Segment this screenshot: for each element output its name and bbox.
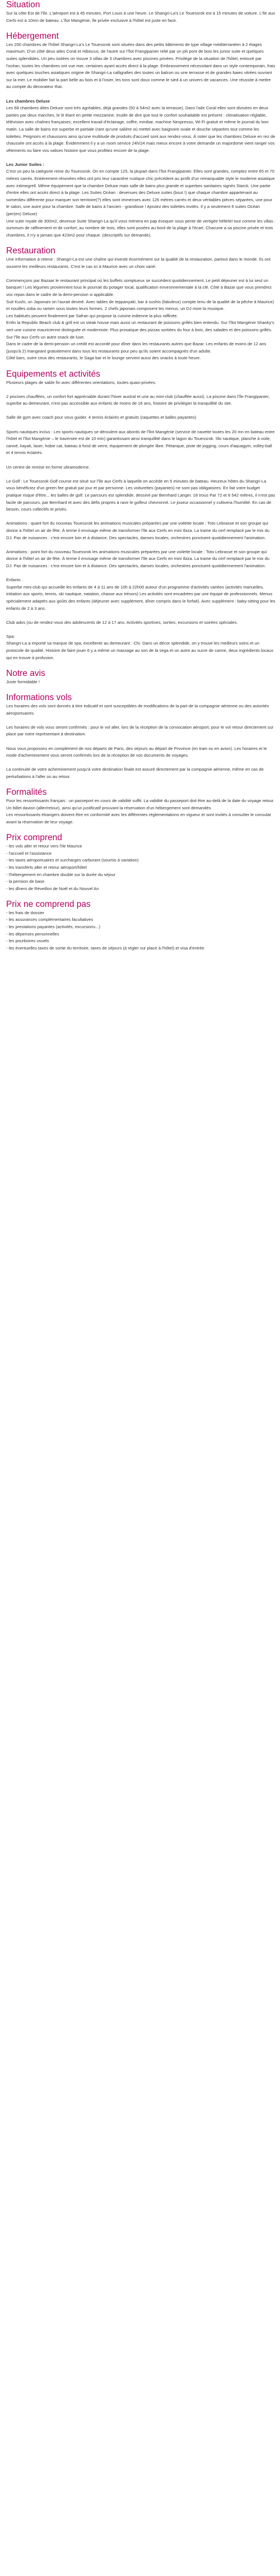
junior-heading: Les Junior Suites : xyxy=(6,161,44,167)
hotel-page xyxy=(0,0,280,952)
equipements-heading: Equipements et activités xyxy=(6,369,101,379)
restauration-p6: Dans le cadre de la demi-pension un crédit est accordé pour dîner dans les restaurants autres que Bazar. Les enfants de moins de 12 ans (jusqu'à 2) mangeant gratuitement dans tous les restaurants pour peu qu'ils soient accompagnés d'un adulte. xyxy=(6,341,267,354)
hebergement-section xyxy=(6,31,276,239)
list-item: - les pourboires usuels xyxy=(6,938,49,944)
equipements-p10: Club ados (ou de rendez-vous des adolescents de 12 à 17 ans. Activités sportives, sorties, excursions et soirées spéciales. xyxy=(6,619,238,625)
equipements-p2: 2 piscines chauffées, un confort fort appréciable durant l'hiver austral et une au mini-club (chauffée aussi). La piscine dans l'île Frangipanier, superbe au demeurant, n'est pas accessible aux enfants de moins de 16 ans, histoire de privilégier la tranquillité du site. xyxy=(6,393,270,406)
equipements-p1: Plusieurs plages de sable fin avec différentes orientations, toutes quasi-privées. xyxy=(6,379,156,385)
formalites-p1: Pour les ressortissants français : un passeport en cours de validité suffit. La validité du passeport doit être au-delà de la date du voyage retour. Un billet davion (aller/retour), ainsi qu'un justificatif prouvant la réservation d'un hébergement sont demandés. xyxy=(6,798,274,810)
list-item: - les taxes aéroportuaires et surcharges carburant (soumis à variation) xyxy=(6,858,139,863)
informations-p3: Nous vous proposons en complément de nos départs de Paris, des séjours au départ de Province (en train ou en avion). Les horaires et le mode d'acheminement vous seront confirmés lors de la réception de vos documents de voyages. xyxy=(6,745,267,758)
restauration-heading: Restauration xyxy=(6,246,55,256)
formalites-section xyxy=(6,787,276,826)
deluxe-text: Les 68 chambres dites Deluxe sont très agréables, déjà grandes (50 à 54m2 avec la terrasse). Dans l'aile Coral elles sont divisées en deux parties par deux marches, le lit étant en petite mezzanine. Inutile de dire que tout le confort souhaitable est présent : climatisation réglable, télévision avec chaînes françaises, excellent travail d'éclairage, coffre, minibar, machine Nespresso, Wi-Fi gratuit et même le journal du bon matin. La salle de bains est superbe et partiale (rare qu'une salière où mettel avec baignoire ovale et douche séparées tout comme les toilettes. Peignoirs et chaussons ainsi qu'une multitude de produits d'accueil sont aux rendez-vous. À noter que les chambres Deluxe en rez de chaussée ont accès à la plage. Évidemment il y a un room service 24h/24 mais mieux encore à votre demande un majordome vient ranger vos vêtements ou faire vos valises histoire que vous profitiez encore de la plage. xyxy=(6,105,276,153)
prix-pas-comprend-heading: Prix ne comprend pas xyxy=(6,899,91,909)
avis-text: Juste formidable ! xyxy=(6,679,40,684)
restauration-p7: Côté bars, outre ceux des restaurants, le Saga bar et le lounge servent aussi des snacks à toute heure. xyxy=(6,355,201,361)
restauration-p5: Enfin la Republic Beach club & grill est un steak house mais aussi un restaurant de poissons grillés bien entendu. Sur l'îlot Mangénie Shanky's sert une cuisine mauricienne distinguée et moderniste. Plus prosaïque des pizzas sortiées du four à bois, des salades et des poissons grillés. Sur l'île aux Cerfs un autre snack de luxe. xyxy=(6,320,274,340)
prix-pas-comprend-list xyxy=(6,910,276,952)
restauration-p2: Commençons par Bazaar le restaurant principal où les buffets somptueux se succèdent quotidiennement. Le petit déjeuner est à lui seul un banquet ! Les légumes proviennent tous le pourrait du potager tocal, qualification environnementale à la clé. Côté à Bazar que vous prendrez vos repas dans le cadre de la demi-pension si applicable. xyxy=(6,277,272,297)
equipements-p8: Animations : point fort du nouveau Touessrok les animations musicales préparées par une voilette locale : Toto Lebrasse et son groupe qui donne à l'hôtel un air de fête. À terme il envisage même de transformer l'île aux Cerfs en mini Ibiza. La trame du cerf remplacé par le mix du DJ. Pas de nuisances : c'est encore loin et à distance. Des spectacles, danses locales, orchestres ponctuent quotidiennement l'animation. xyxy=(6,549,270,568)
restauration-section xyxy=(6,246,276,362)
informations-p1: Les horaires des vols sont donnés à titre indicatif et sont susceptibles de modifications de la part de la compagnie aérienne ou des autorités aéroportuaires. xyxy=(6,703,269,716)
informations-p4: La continuité de votre acheminement jusqu'à votre destination finale est assuré directement par la compagnie aérienne, même en cas de perturbations à l'aller ou au retour. xyxy=(6,767,264,779)
equipements-p3: Salle de gym avec coach pour vous guider. 4 tennis éclairés et gratuits (raquettes et balles payantes) xyxy=(6,415,197,420)
hebergement-intro: Les 200 chambres de l'hôtel Shangri-La's Le Touessrok sont situées dans des petits bâtiments de type village méditerranéen à 2 étages maximum. D'un côté deux ailes Coral et Hibiscus, de l'autre sur l'îlot Frangipanier relié par un joli pont de bois les junior suite et quelques suites splendides. Un peu isolées on trouve 3 villas de 3 chambres avec piscines privées. Privilège de la situation de l'hôtel, entouré par l'océan, toutes les chambres ont vue mer, certaines ayant accès direct à la plage. Embrassement nécessitant dans un style contemporain, frais avec quelques touches asiatiques origine de Shangri-La calligrafies des toutes un balcon ou une terrasse et de grandes baies vitrées ouvrant sur la mer. Le mobilier fait la part belle au bois et à l'osier, les tons sont doux comme le sied à un univers de vacances. Une réussite à mettre au compte du décorateur thaï. xyxy=(6,41,276,90)
prix-comprend-section xyxy=(6,833,276,892)
restauration-p4: Les habitués peuvent finalement par Safran qui propose la cuisine indienne la plus raffinée. xyxy=(6,313,178,318)
equipements-section xyxy=(6,369,276,662)
list-item: - les prestations payantes (activités, excursions...) xyxy=(6,924,100,930)
list-item: - la pension de base xyxy=(6,879,45,884)
informations-heading: Informations vols xyxy=(6,693,72,703)
list-item: - l'hébergement en chambre double sur la durée du séjour xyxy=(6,872,116,877)
junior-text-2: Une suite royale de 300m2, devenue Suite Shangri-La qu'il vous mènera en pap évoquer sous pente de vertigée hélitrlel tout comme les villas : summum de raffinement et de confort, au nombre de trois, elles sont posées au bord de la plage à l'écart. Chacune a sa piscine privée et trois chambres, il n'y a jamais que 423m2 pour chaque. (descriptifs sur demande). xyxy=(6,218,276,238)
deluxe-heading: Les chambres Deluxe xyxy=(6,98,50,104)
prix-pas-comprend-section xyxy=(6,900,276,952)
equipements-p6: Le Golf : Le Touessrok Golf course est situé sur l'île aux Cerfs à laquelle on accède en 5 minutes de bateau. Heureux hôtes du Shangri-La vous bénéficiez d'un green fee gratuit par jour et par personne. Les voiturettes (payantes) ne sont pas obligatoires. En fait votre budget pratique risque d'être... les balles de golf. Le parcours est splendide, dessiné par Bernhard Langer. 18 trous Par 72 et 6 542 mètres, il n'est pas facile de parcours, par Bernhard et avec des défis propres à ravir le golfeur chevronné. Le joueur occasionnel y cultivera l'humilité. En cas de besoin, cours collectifs et privés. xyxy=(6,478,276,512)
equipements-p11: Spa: Shangri-La a importé sa marque de spa, excellente au demeurant : Chi. Dans un décor splendide, on y trouve les meilleurs soins et un protocole de qualité. Histoire de faire jouer 6 y a même un massage au son de la sega et un autre au sucre de canne, deux ingrédients locaux qui en trouve à profusion. xyxy=(6,633,274,660)
list-item: - les éventuelles taxes de sortie du territoire, taxes de séjours (à régler sur place à l'hôtel) et visa d'entrée xyxy=(6,945,204,951)
list-item: - les vols aller et retour vers l'Ile Maurice xyxy=(6,844,82,849)
list-item: - l'accueil et l'assistance xyxy=(6,850,52,856)
formalites-p2: Les ressortissants étrangers doivent être en conformité avec les différentes réglementations en vigueur et sont invités à consulter le consulat avant la réservation de leur voyage. xyxy=(6,812,271,824)
situation-text: Sur la côte Est de l'île. L'aéroport est à 45 minutes, Port Louis à une heure. Le Shangri-La's Le Touessrok est à 15 minutes de voiture. L'île aux Cerfs est à 10mn de bateau. L'îlot Mangénie, île privée exclusive à l'hôtel est juste en face. xyxy=(6,11,276,23)
avis-heading: Notre avis xyxy=(6,668,45,678)
prix-comprend-heading: Prix comprend xyxy=(6,833,62,843)
equipements-p5: Un centre de remise en forme ultramoderne. xyxy=(6,464,90,470)
junior-text: C'est un peu la catégorie reine du Touessrok. On en compte 125, la plupart dans l'îlot Frangipanier. Elles sont grandes, comptez entre 65 et 70 mètres carrés. Entièrement rénovées elles ont pris leur caractère rustique chic précédent au profit d'un remarquable style le moderne asiatique avec intimegrell. Même équipement que la chambre Deluxe mais salle de bains plus grande et superbes sanitaires signés Starck. Une partie d'entre elles ont accès direct à la plage. Les Suites Océan : devenues des Deluxe suites (bout !) que chaque chambre appartenant au somenlieu différente pour marquer son territoire(?) elles sont immenses avec 126 mètres carrés et deux véritables pièces séparées, une pour le salon, une autre pour la chambre. Salle de bains à l'ancien - grandiose ! Ajoutez des toilettes invités. Il y a seulement 6 suites Océan (per(en) Deluxe) xyxy=(6,169,275,217)
informations-section xyxy=(6,693,276,781)
equipements-p7: Animations : quant fort du nouveau Touessrok les animations musicales préparées par une voilette locale : Toto Lebrasse et son groupe qui donne à l'hôtel un air de fête. À terme il envisage même de transformer l'île aux Cerfs en mini Ibiza. La trame du cerf remplacé par le mix du DJ. Pas de nuisances : c'est encore loin et à distance. Des spectacles, danses locales, orchestres ponctuent quotidiennement l'animation. xyxy=(6,521,270,540)
situation-heading: Situation xyxy=(6,0,40,10)
equipements-p4: Sports nautiques inclus : Les sports nautiques se déroulent aux abords de l'îlot Mangénie (service de navette toutes les 20 mn en bateau entre l'hôtel et l'îlot Mangénie – le traversée est de 10 min) garantissant ainsi tranquillité dans le lagon du Touessrok. Ski nautique, planche à voile, canoë, kayak, laser, hobie cat, bateau à fond de verre, équipement de plongée libre. Pétanque, piste de jogging, cours d'aquagym, volley-ball et 4 tennis éclairés. xyxy=(6,429,275,456)
formalites-heading: Formalités xyxy=(6,787,47,798)
list-item: - les dîners de Réveillon de Noël et du Nouvel An xyxy=(6,886,99,891)
hebergement-heading: Hébergement xyxy=(6,31,59,41)
prix-comprend-list xyxy=(6,843,276,892)
list-item: - les transferts aller et retour aéroport/hôtel xyxy=(6,864,87,870)
list-item: - les assurances complémentaires facultatives xyxy=(6,917,94,923)
list-item: - les dépenses personnelles xyxy=(6,931,59,937)
avis-section xyxy=(6,669,276,686)
list-item: - les frais de dossier xyxy=(6,910,44,915)
restauration-p3: Suit Kushi, un Japonais on l'aurait deviné. Avec tables de teppanyaki, bar à sushis (fabuleux) compte tenu de la qualité de la pêche à Maurice) et nouilles soba ou ramen sous toutes leurs formes. 2 chefs japonais composent les menus, un DJ mixe la musique. xyxy=(6,299,274,312)
informations-p2: Les horaires de vols vous seront confirmés : pour le vol aller, lors de la réception de la convocation aéroport, pour le vol retour directement sur place par notre représentant à destination. xyxy=(6,724,274,737)
situation-section xyxy=(6,0,276,24)
restauration-p1: Une information à retenir : Shangri-La est une chaîne qui investit énormément sur la qualité de la restauration, partout dans le monde. Ils ont souvent les meilleurs restaurants. C'est le cas ici à Maurice avec un choix varié. xyxy=(6,257,270,269)
equipements-p9: Enfants : Superbe mini-club qui accueille les enfants de 4 à 11 ans de 10h à 22h00 autour d'un programme d'activités variées (activités manuelles, initiation aux sports, tennis, ski nautique, natation, chasse aux trésors) Les activités sont encadrées par une équipe de professionnels. Menus spécialement adaptés aux goûts des enfants (déjeuner avec supplément, dîner compris dans le forfait). Avec supplément : baby-sitting pour les enfants de 2 à 3 ans. xyxy=(6,577,276,611)
